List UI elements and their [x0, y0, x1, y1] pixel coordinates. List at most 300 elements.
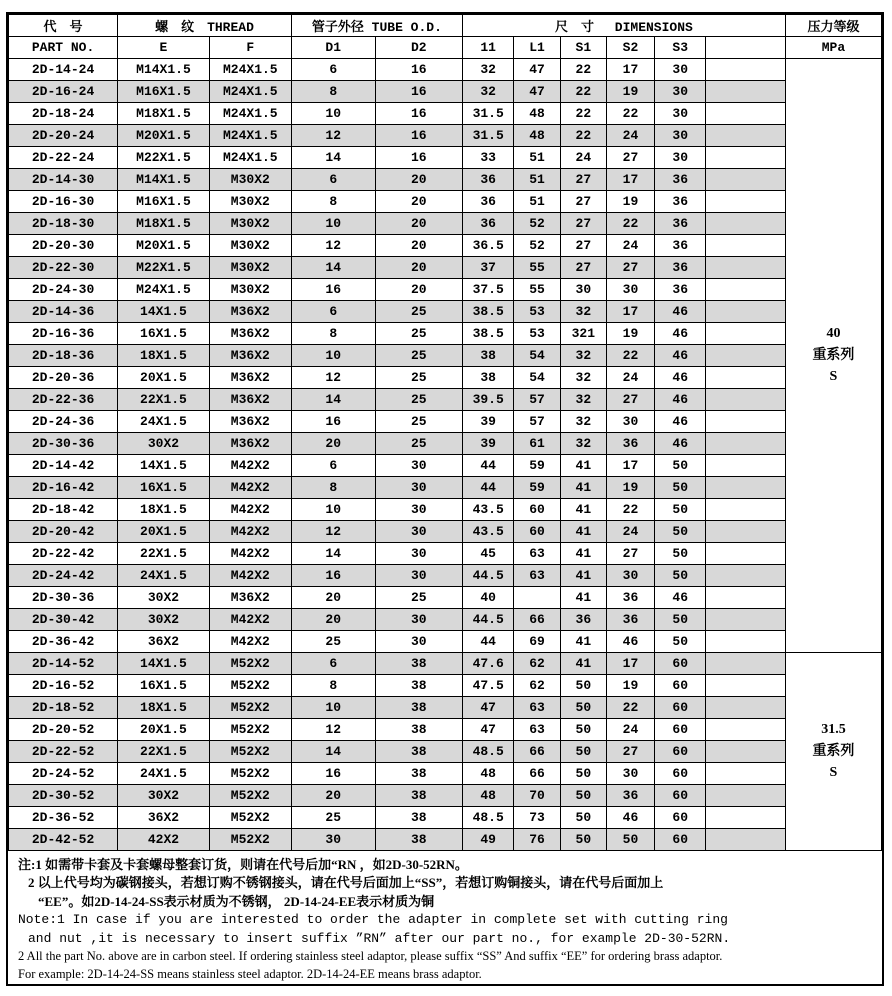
- spec-value-cell: 30: [606, 411, 654, 433]
- spec-value-cell: 32: [560, 389, 606, 411]
- spec-value-cell: 27: [560, 257, 606, 279]
- spec-value-cell: 63: [514, 697, 560, 719]
- spec-value-cell: 36: [606, 785, 654, 807]
- spec-value-cell: 24: [606, 235, 654, 257]
- spec-value-cell: 54: [514, 345, 560, 367]
- spacer-cell: [706, 235, 785, 257]
- spec-value-cell: 62: [514, 675, 560, 697]
- table-row: [9, 807, 882, 829]
- spec-value-cell: 25: [291, 631, 375, 653]
- spec-value-cell: 46: [606, 631, 654, 653]
- spec-value-cell: M42X2: [209, 565, 291, 587]
- spec-value-cell: 20X1.5: [118, 367, 210, 389]
- spec-value-cell: M16X1.5: [118, 191, 210, 213]
- spec-value-cell: 38: [375, 763, 462, 785]
- spec-value-cell: 60: [654, 741, 706, 763]
- col-header-l1: L1: [514, 37, 560, 59]
- part-no-cell: 2D-20-52: [9, 719, 118, 741]
- part-no-cell: 2D-22-30: [9, 257, 118, 279]
- spec-value-cell: 12: [291, 719, 375, 741]
- notes-section: [8, 851, 882, 984]
- spec-value-cell: 6: [291, 653, 375, 675]
- spec-value-cell: M42X2: [209, 499, 291, 521]
- spacer-cell: [706, 587, 785, 609]
- spec-value-cell: 51: [514, 191, 560, 213]
- spec-value-cell: M36X2: [209, 433, 291, 455]
- spec-value-cell: M30X2: [209, 279, 291, 301]
- spec-value-cell: M52X2: [209, 675, 291, 697]
- spec-value-cell: 41: [560, 565, 606, 587]
- spec-value-cell: 14X1.5: [118, 455, 210, 477]
- spec-value-cell: 50: [560, 697, 606, 719]
- spec-value-cell: 50: [606, 829, 654, 851]
- spec-value-cell: 39: [462, 433, 514, 455]
- table-row: [9, 125, 882, 147]
- spec-value-cell: 63: [514, 719, 560, 741]
- spec-value-cell: 30X2: [118, 587, 210, 609]
- spec-value-cell: 16X1.5: [118, 675, 210, 697]
- spec-value-cell: 24: [606, 521, 654, 543]
- spec-value-cell: 41: [560, 587, 606, 609]
- header-row-1: [9, 15, 882, 37]
- spec-value-cell: 37: [462, 257, 514, 279]
- spec-value-cell: M18X1.5: [118, 103, 210, 125]
- spec-value-cell: 19: [606, 675, 654, 697]
- spec-value-cell: 27: [606, 257, 654, 279]
- spec-value-cell: 12: [291, 235, 375, 257]
- spec-value-cell: M36X2: [209, 345, 291, 367]
- spec-value-cell: 31.5: [462, 103, 514, 125]
- spec-value-cell: 14X1.5: [118, 301, 210, 323]
- spec-value-cell: 52: [514, 235, 560, 257]
- col-header-d1: D1: [291, 37, 375, 59]
- spec-value-cell: 40: [462, 587, 514, 609]
- spec-value-cell: 10: [291, 103, 375, 125]
- spec-value-cell: 46: [654, 345, 706, 367]
- spacer-cell: [706, 389, 785, 411]
- spec-value-cell: M42X2: [209, 477, 291, 499]
- spec-value-cell: 38: [462, 345, 514, 367]
- part-no-cell: 2D-18-24: [9, 103, 118, 125]
- spec-value-cell: 19: [606, 323, 654, 345]
- spec-value-cell: 30: [654, 103, 706, 125]
- spec-value-cell: 30: [375, 499, 462, 521]
- spec-value-cell: 50: [560, 741, 606, 763]
- col-header-l1-small: 11: [462, 37, 514, 59]
- spec-value-cell: 25: [375, 367, 462, 389]
- part-no-cell: 2D-14-24: [9, 59, 118, 81]
- spec-value-cell: 60: [654, 763, 706, 785]
- spec-value-cell: 36: [462, 213, 514, 235]
- spec-value-cell: M18X1.5: [118, 213, 210, 235]
- spec-value-cell: 17: [606, 455, 654, 477]
- spec-value-cell: 17: [606, 169, 654, 191]
- part-no-cell: 2D-24-30: [9, 279, 118, 301]
- spec-value-cell: 38: [375, 741, 462, 763]
- note-line-cn-1: 注:1 如需带卡套及卡套螺母整套订货，则请在代号后加“RN ，如2D-30-52RN。: [18, 857, 468, 872]
- spec-value-cell: 50: [560, 675, 606, 697]
- spec-value-cell: 47: [462, 697, 514, 719]
- col-header-s2: S2: [606, 37, 654, 59]
- page-frame: [6, 12, 884, 986]
- spacer-cell: [706, 565, 785, 587]
- spec-value-cell: 24: [606, 125, 654, 147]
- spec-value-cell: 38: [375, 785, 462, 807]
- spec-value-cell: 60: [654, 675, 706, 697]
- part-no-cell: 2D-14-30: [9, 169, 118, 191]
- spec-value-cell: 38.5: [462, 301, 514, 323]
- spec-value-cell: M52X2: [209, 741, 291, 763]
- table-row: [9, 257, 882, 279]
- spec-value-cell: M36X2: [209, 389, 291, 411]
- spec-value-cell: M24X1.5: [118, 279, 210, 301]
- spec-value-cell: M52X2: [209, 697, 291, 719]
- spec-value-cell: 30: [654, 147, 706, 169]
- note-line-en-2: and nut ,it is necessary to insert suffix ”RN” after our part no., for example 2D-30-52RN.: [28, 930, 731, 946]
- spec-value-cell: M30X2: [209, 191, 291, 213]
- spacer-cell: [706, 741, 785, 763]
- spec-value-cell: 22X1.5: [118, 389, 210, 411]
- table-row: [9, 345, 882, 367]
- spec-value-cell: 48.5: [462, 741, 514, 763]
- spec-value-cell: 50: [560, 807, 606, 829]
- spec-value-cell: 38: [375, 675, 462, 697]
- part-no-cell: 2D-18-42: [9, 499, 118, 521]
- spec-value-cell: 48: [462, 763, 514, 785]
- spec-value-cell: 30: [375, 543, 462, 565]
- spec-value-cell: M24X1.5: [209, 59, 291, 81]
- spec-value-cell: 25: [375, 301, 462, 323]
- spacer-cell: [706, 631, 785, 653]
- spacer-cell: [706, 367, 785, 389]
- spec-value-cell: 47.5: [462, 675, 514, 697]
- spec-value-cell: 16: [375, 81, 462, 103]
- col-header-pressure-unit: MPa: [785, 37, 881, 59]
- spec-value-cell: 8: [291, 81, 375, 103]
- spacer-cell: [706, 213, 785, 235]
- spec-value-cell: M52X2: [209, 829, 291, 851]
- spec-value-cell: 57: [514, 389, 560, 411]
- spec-value-cell: 30: [375, 609, 462, 631]
- spacer-cell: [706, 301, 785, 323]
- spec-value-cell: 20X1.5: [118, 521, 210, 543]
- spec-value-cell: M42X2: [209, 543, 291, 565]
- table-row: [9, 609, 882, 631]
- spec-value-cell: 27: [606, 543, 654, 565]
- table-row: [9, 301, 882, 323]
- spec-value-cell: 32: [560, 411, 606, 433]
- spec-value-cell: 44: [462, 477, 514, 499]
- spacer-cell: [706, 653, 785, 675]
- spec-value-cell: 20: [375, 213, 462, 235]
- spec-value-cell: 38.5: [462, 323, 514, 345]
- spec-value-cell: 73: [514, 807, 560, 829]
- spec-value-cell: 62: [514, 653, 560, 675]
- spec-value-cell: 30: [291, 829, 375, 851]
- table-row: [9, 587, 882, 609]
- spec-value-cell: 53: [514, 323, 560, 345]
- part-no-cell: 2D-20-36: [9, 367, 118, 389]
- table-row: [9, 81, 882, 103]
- col-header-part-cn: 代 号: [9, 15, 118, 37]
- table-row: [9, 323, 882, 345]
- spec-value-cell: 22X1.5: [118, 543, 210, 565]
- spacer-cell: [706, 499, 785, 521]
- part-no-cell: 2D-16-42: [9, 477, 118, 499]
- spec-value-cell: 60: [654, 697, 706, 719]
- spec-value-cell: 20: [291, 609, 375, 631]
- table-row: [9, 741, 882, 763]
- spec-value-cell: 44.5: [462, 565, 514, 587]
- spec-value-cell: 10: [291, 213, 375, 235]
- spec-value-cell: 10: [291, 345, 375, 367]
- table-row: [9, 477, 882, 499]
- note-line-en-1: Note:1 In case if you are interested to order the adapter in complete set with cutting ring: [18, 912, 728, 928]
- spec-value-cell: 24X1.5: [118, 565, 210, 587]
- spec-value-cell: 20: [375, 235, 462, 257]
- spacer-cell: [706, 191, 785, 213]
- spec-value-cell: 36: [606, 587, 654, 609]
- pressure-rating-cell: 31.5 重系列 S: [785, 653, 881, 851]
- part-no-cell: 2D-18-36: [9, 345, 118, 367]
- spec-value-cell: 76: [514, 829, 560, 851]
- spec-value-cell: 14: [291, 257, 375, 279]
- spec-value-cell: 22: [606, 345, 654, 367]
- part-no-cell: 2D-36-42: [9, 631, 118, 653]
- spacer-cell: [706, 455, 785, 477]
- spec-value-cell: 50: [560, 719, 606, 741]
- header-row-2: [9, 37, 882, 59]
- spec-value-cell: 36: [654, 169, 706, 191]
- spec-value-cell: 46: [654, 367, 706, 389]
- table-row: [9, 59, 882, 81]
- spec-value-cell: M14X1.5: [118, 59, 210, 81]
- spec-value-cell: 20: [375, 257, 462, 279]
- part-no-cell: 2D-16-36: [9, 323, 118, 345]
- col-header-s1: S1: [560, 37, 606, 59]
- table-row: [9, 543, 882, 565]
- spec-value-cell: 22: [606, 213, 654, 235]
- spacer-cell: [706, 59, 785, 81]
- spec-value-cell: M30X2: [209, 257, 291, 279]
- spec-value-cell: 22: [606, 697, 654, 719]
- spec-value-cell: 54: [514, 367, 560, 389]
- col-header-dimensions: 尺 寸 DIMENSIONS: [462, 15, 785, 37]
- spec-value-cell: 20: [291, 433, 375, 455]
- spec-value-cell: 39: [462, 411, 514, 433]
- spec-value-cell: 50: [560, 829, 606, 851]
- spec-value-cell: 41: [560, 521, 606, 543]
- spec-value-cell: 6: [291, 455, 375, 477]
- spec-value-cell: 50: [654, 631, 706, 653]
- spec-value-cell: M22X1.5: [118, 257, 210, 279]
- spec-value-cell: 27: [560, 235, 606, 257]
- spec-value-cell: 36: [654, 235, 706, 257]
- spec-value-cell: 16: [375, 103, 462, 125]
- spec-value-cell: 60: [654, 719, 706, 741]
- spec-value-cell: 47.6: [462, 653, 514, 675]
- spec-value-cell: 69: [514, 631, 560, 653]
- spec-value-cell: 6: [291, 59, 375, 81]
- spec-value-cell: 321: [560, 323, 606, 345]
- spec-value-cell: M42X2: [209, 609, 291, 631]
- spacer-cell: [706, 719, 785, 741]
- spacer-cell: [706, 433, 785, 455]
- spec-value-cell: 49: [462, 829, 514, 851]
- table-row: [9, 213, 882, 235]
- spec-value-cell: 27: [606, 741, 654, 763]
- spacer-cell: [706, 675, 785, 697]
- spec-value-cell: 41: [560, 631, 606, 653]
- spec-table: [8, 14, 882, 851]
- spec-value-cell: 30: [375, 455, 462, 477]
- spec-table-body: [9, 59, 882, 851]
- spec-value-cell: 70: [514, 785, 560, 807]
- spec-value-cell: 30X2: [118, 785, 210, 807]
- spec-value-cell: M24X1.5: [209, 81, 291, 103]
- part-no-cell: 2D-14-36: [9, 301, 118, 323]
- spec-value-cell: 18X1.5: [118, 499, 210, 521]
- spec-value-cell: 32: [560, 367, 606, 389]
- spec-value-cell: 30: [654, 81, 706, 103]
- col-header-f: F: [209, 37, 291, 59]
- spec-value-cell: M42X2: [209, 455, 291, 477]
- spec-value-cell: 22: [606, 103, 654, 125]
- spacer-cell: [706, 103, 785, 125]
- spec-value-cell: 46: [654, 389, 706, 411]
- spec-value-cell: 43.5: [462, 499, 514, 521]
- spec-value-cell: 27: [606, 389, 654, 411]
- spec-value-cell: 52: [514, 213, 560, 235]
- spec-value-cell: 27: [606, 147, 654, 169]
- spec-value-cell: 30: [654, 125, 706, 147]
- part-no-cell: 2D-30-52: [9, 785, 118, 807]
- spec-value-cell: 17: [606, 59, 654, 81]
- spec-value-cell: 45: [462, 543, 514, 565]
- spec-value-cell: 55: [514, 257, 560, 279]
- spec-value-cell: 37.5: [462, 279, 514, 301]
- spec-value-cell: 24: [606, 719, 654, 741]
- spec-value-cell: 46: [654, 411, 706, 433]
- part-no-cell: 2D-36-52: [9, 807, 118, 829]
- spec-value-cell: 38: [375, 807, 462, 829]
- spec-value-cell: 20: [291, 587, 375, 609]
- table-row: [9, 675, 882, 697]
- part-no-cell: 2D-42-52: [9, 829, 118, 851]
- spec-value-cell: 25: [375, 345, 462, 367]
- table-row: [9, 829, 882, 851]
- spec-value-cell: 12: [291, 367, 375, 389]
- spec-value-cell: 42X2: [118, 829, 210, 851]
- part-no-cell: 2D-14-52: [9, 653, 118, 675]
- spec-value-cell: 10: [291, 499, 375, 521]
- spec-value-cell: 14: [291, 543, 375, 565]
- spec-value-cell: 25: [375, 587, 462, 609]
- table-row: [9, 697, 882, 719]
- spec-value-cell: 47: [514, 81, 560, 103]
- part-no-cell: 2D-22-52: [9, 741, 118, 763]
- spec-value-cell: 18X1.5: [118, 345, 210, 367]
- spec-value-cell: M52X2: [209, 785, 291, 807]
- table-row: [9, 279, 882, 301]
- part-no-cell: 2D-16-52: [9, 675, 118, 697]
- spec-value-cell: 60: [654, 829, 706, 851]
- spec-value-cell: 24X1.5: [118, 411, 210, 433]
- spec-value-cell: 50: [654, 543, 706, 565]
- spec-value-cell: 20: [375, 279, 462, 301]
- spec-value-cell: 36: [462, 169, 514, 191]
- spec-value-cell: 63: [514, 543, 560, 565]
- spec-value-cell: 53: [514, 301, 560, 323]
- spec-value-cell: 48: [514, 103, 560, 125]
- spec-value-cell: 8: [291, 323, 375, 345]
- spec-value-cell: 66: [514, 609, 560, 631]
- spec-value-cell: 30X2: [118, 433, 210, 455]
- spec-value-cell: M42X2: [209, 521, 291, 543]
- spec-value-cell: 60: [654, 785, 706, 807]
- spec-value-cell: 41: [560, 455, 606, 477]
- table-row: [9, 103, 882, 125]
- pressure-rating-cell: 40 重系列 S: [785, 59, 881, 653]
- spec-value-cell: 50: [654, 521, 706, 543]
- spec-value-cell: 19: [606, 81, 654, 103]
- note-line-cn-2: 2 以上代号均为碳钢接头，若想订购不锈钢接头，请在代号后面加上“SS”，若想订购铜接头，请在代号后面加上: [28, 875, 664, 891]
- spec-value-cell: 19: [606, 477, 654, 499]
- spec-value-cell: M36X2: [209, 587, 291, 609]
- spec-value-cell: 38: [375, 829, 462, 851]
- part-no-cell: 2D-20-42: [9, 521, 118, 543]
- spec-value-cell: M52X2: [209, 763, 291, 785]
- part-no-cell: 2D-16-24: [9, 81, 118, 103]
- part-no-cell: 2D-30-36: [9, 587, 118, 609]
- table-row: [9, 455, 882, 477]
- spec-value-cell: 22X1.5: [118, 741, 210, 763]
- table-row: [9, 565, 882, 587]
- spec-value-cell: 36: [606, 609, 654, 631]
- spec-value-cell: 60: [514, 499, 560, 521]
- spec-value-cell: 47: [462, 719, 514, 741]
- part-no-cell: 2D-22-36: [9, 389, 118, 411]
- col-header-part-en: PART NO.: [9, 37, 118, 59]
- table-row: [9, 521, 882, 543]
- spec-value-cell: 44: [462, 631, 514, 653]
- spec-value-cell: M30X2: [209, 235, 291, 257]
- spec-value-cell: 22: [560, 81, 606, 103]
- spec-value-cell: M16X1.5: [118, 81, 210, 103]
- spec-value-cell: 51: [514, 169, 560, 191]
- spec-value-cell: 50: [560, 785, 606, 807]
- spec-value-cell: 27: [560, 213, 606, 235]
- spacer-cell: [706, 279, 785, 301]
- spec-value-cell: M14X1.5: [118, 169, 210, 191]
- spec-value-cell: M36X2: [209, 367, 291, 389]
- part-no-cell: 2D-24-42: [9, 565, 118, 587]
- spacer-cell: [706, 829, 785, 851]
- spec-value-cell: 14X1.5: [118, 653, 210, 675]
- spec-value-cell: 12: [291, 521, 375, 543]
- spacer-cell: [706, 169, 785, 191]
- spec-value-cell: 50: [654, 455, 706, 477]
- spec-value-cell: 44: [462, 455, 514, 477]
- spec-value-cell: 61: [514, 433, 560, 455]
- table-row: [9, 389, 882, 411]
- spec-value-cell: 27: [560, 169, 606, 191]
- spec-value-cell: 22: [560, 59, 606, 81]
- spec-value-cell: [514, 587, 560, 609]
- spec-value-cell: 25: [375, 411, 462, 433]
- spec-value-cell: 41: [560, 653, 606, 675]
- spec-value-cell: 38: [375, 719, 462, 741]
